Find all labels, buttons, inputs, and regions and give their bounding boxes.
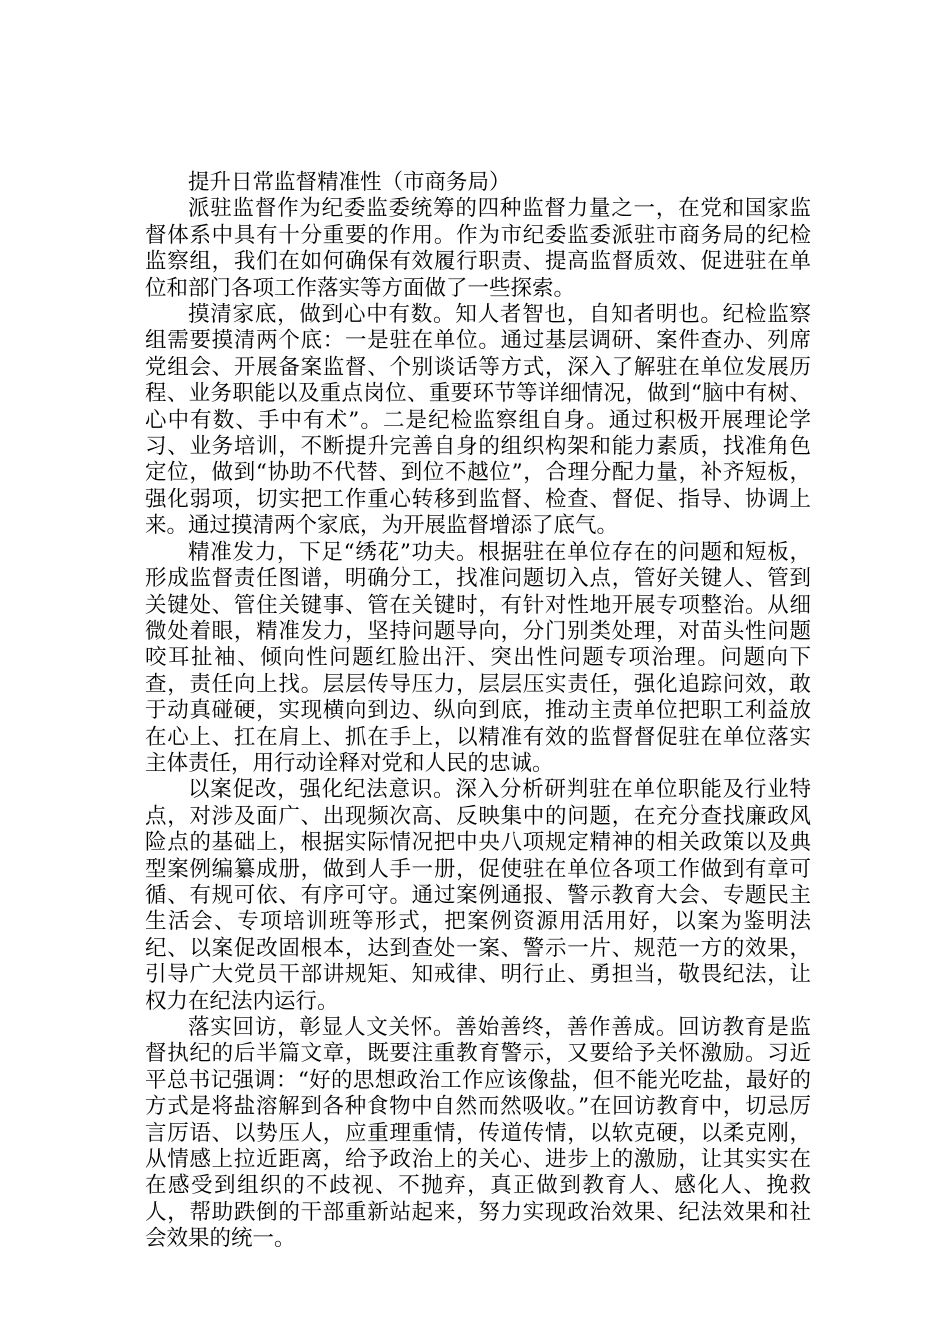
paragraph-case-reform: 以案促改，强化纪法意识。深入分析研判驻在单位职能及行业特点，对涉及面广、出现频次高、反映集中的问题，在充分查找廉政风险点的基础上，根据实际情况把中央八项规定精神的相关政策以及典型案例编纂成册，做到人手一册，促使驻在单位各项工作做到有章可循、有规可依、有序可守。通过案例通报、警示教育大会、专题民主生活会、专项培训班等形式，把案例资源用活用好，以案为鉴明法纪、以案促改固根本，达到查处一案、警示一片、规范一方的效果，引导广大党员干部讲规矩、知戒律、明行止、勇担当，敬畏纪法，让权力在纪法内运行。 <box>145 777 811 1014</box>
paragraph-know-the-basics: 摸清家底，做到心中有数。知人者智也，自知者明也。纪检监察组需要摸清两个底：一是驻在单位。通过基层调研、案件查办、列席党组会、开展备案监督、个别谈话等方式，深入了解驻在单位发展历程、业务职能以及重点岗位、重要环节等详细情况，做到“脑中有树、心中有数、手中有术”。二是纪检监察组自身。通过积极开展理论学习、业务培训，不断提升完善自身的组织构架和能力素质，找准角色定位，做到“协助不代替、到位不越位”，合理分配力量，补齐短板，强化弱项，切实把工作重心转移到监督、检查、督促、指导、协调上来。通过摸清两个家底，为开展监督增添了底气。 <box>145 302 811 539</box>
paragraph-intro: 派驻监督作为纪委监委统筹的四种监督力量之一，在党和国家监督体系中具有十分重要的作用。作为市纪委监委派驻市商务局的纪检监察组，我们在如何确保有效履行职责、提高监督质效、促进驻在单位和部门各项工作落实等方面做了一些探索。 <box>145 196 811 301</box>
document-title: 提升日常监督精准性（市商务局） <box>188 170 511 195</box>
document-body <box>145 170 811 1253</box>
paragraph-precise-effort: 精准发力，下足“绣花”功夫。根据驻在单位存在的问题和短板，形成监督责任图谱，明确分工，找准问题切入点，管好关键人、管到关键处、管住关键事、管在关键时，有针对性地开展专项整治。从细微处着眼，精准发力，坚持问题导向，分门别类处理，对苗头性问题咬耳扯袖、倾向性问题红脸出汗、突出性问题专项治理。问题向下查，责任向上找。层层传导压力，层层压实责任，强化追踪问效，敢于动真碰硬，实现横向到边、纵向到底，推动主责单位把职工利益放在心上、扛在肩上、抓在手上，以精准有效的监督督促驻在单位落实主体责任，用行动诠释对党和人民的忠诚。 <box>145 539 811 776</box>
paragraph-return-visit: 落实回访，彰显人文关怀。善始善终，善作善成。回访教育是监督执纪的后半篇文章，既要注重教育警示，又要给予关怀激励。习近平总书记强调：“好的思想政治工作应该像盐，但不能光吃盐，最好的方式是将盐溶解到各种食物中自然而然吸收。”在回访教育中，切忌厉言厉语、以势压人，应重理重情，传道传情，以软克硬，以柔克刚，从情感上拉近距离，给予政治上的关心、进步上的激励，让其实实在在感受到组织的不歧视、不抛弃，真正做到教育人、感化人、挽救人，帮助跌倒的干部重新站起来，努力实现政治效果、纪法效果和社会效果的统一。 <box>145 1015 811 1252</box>
